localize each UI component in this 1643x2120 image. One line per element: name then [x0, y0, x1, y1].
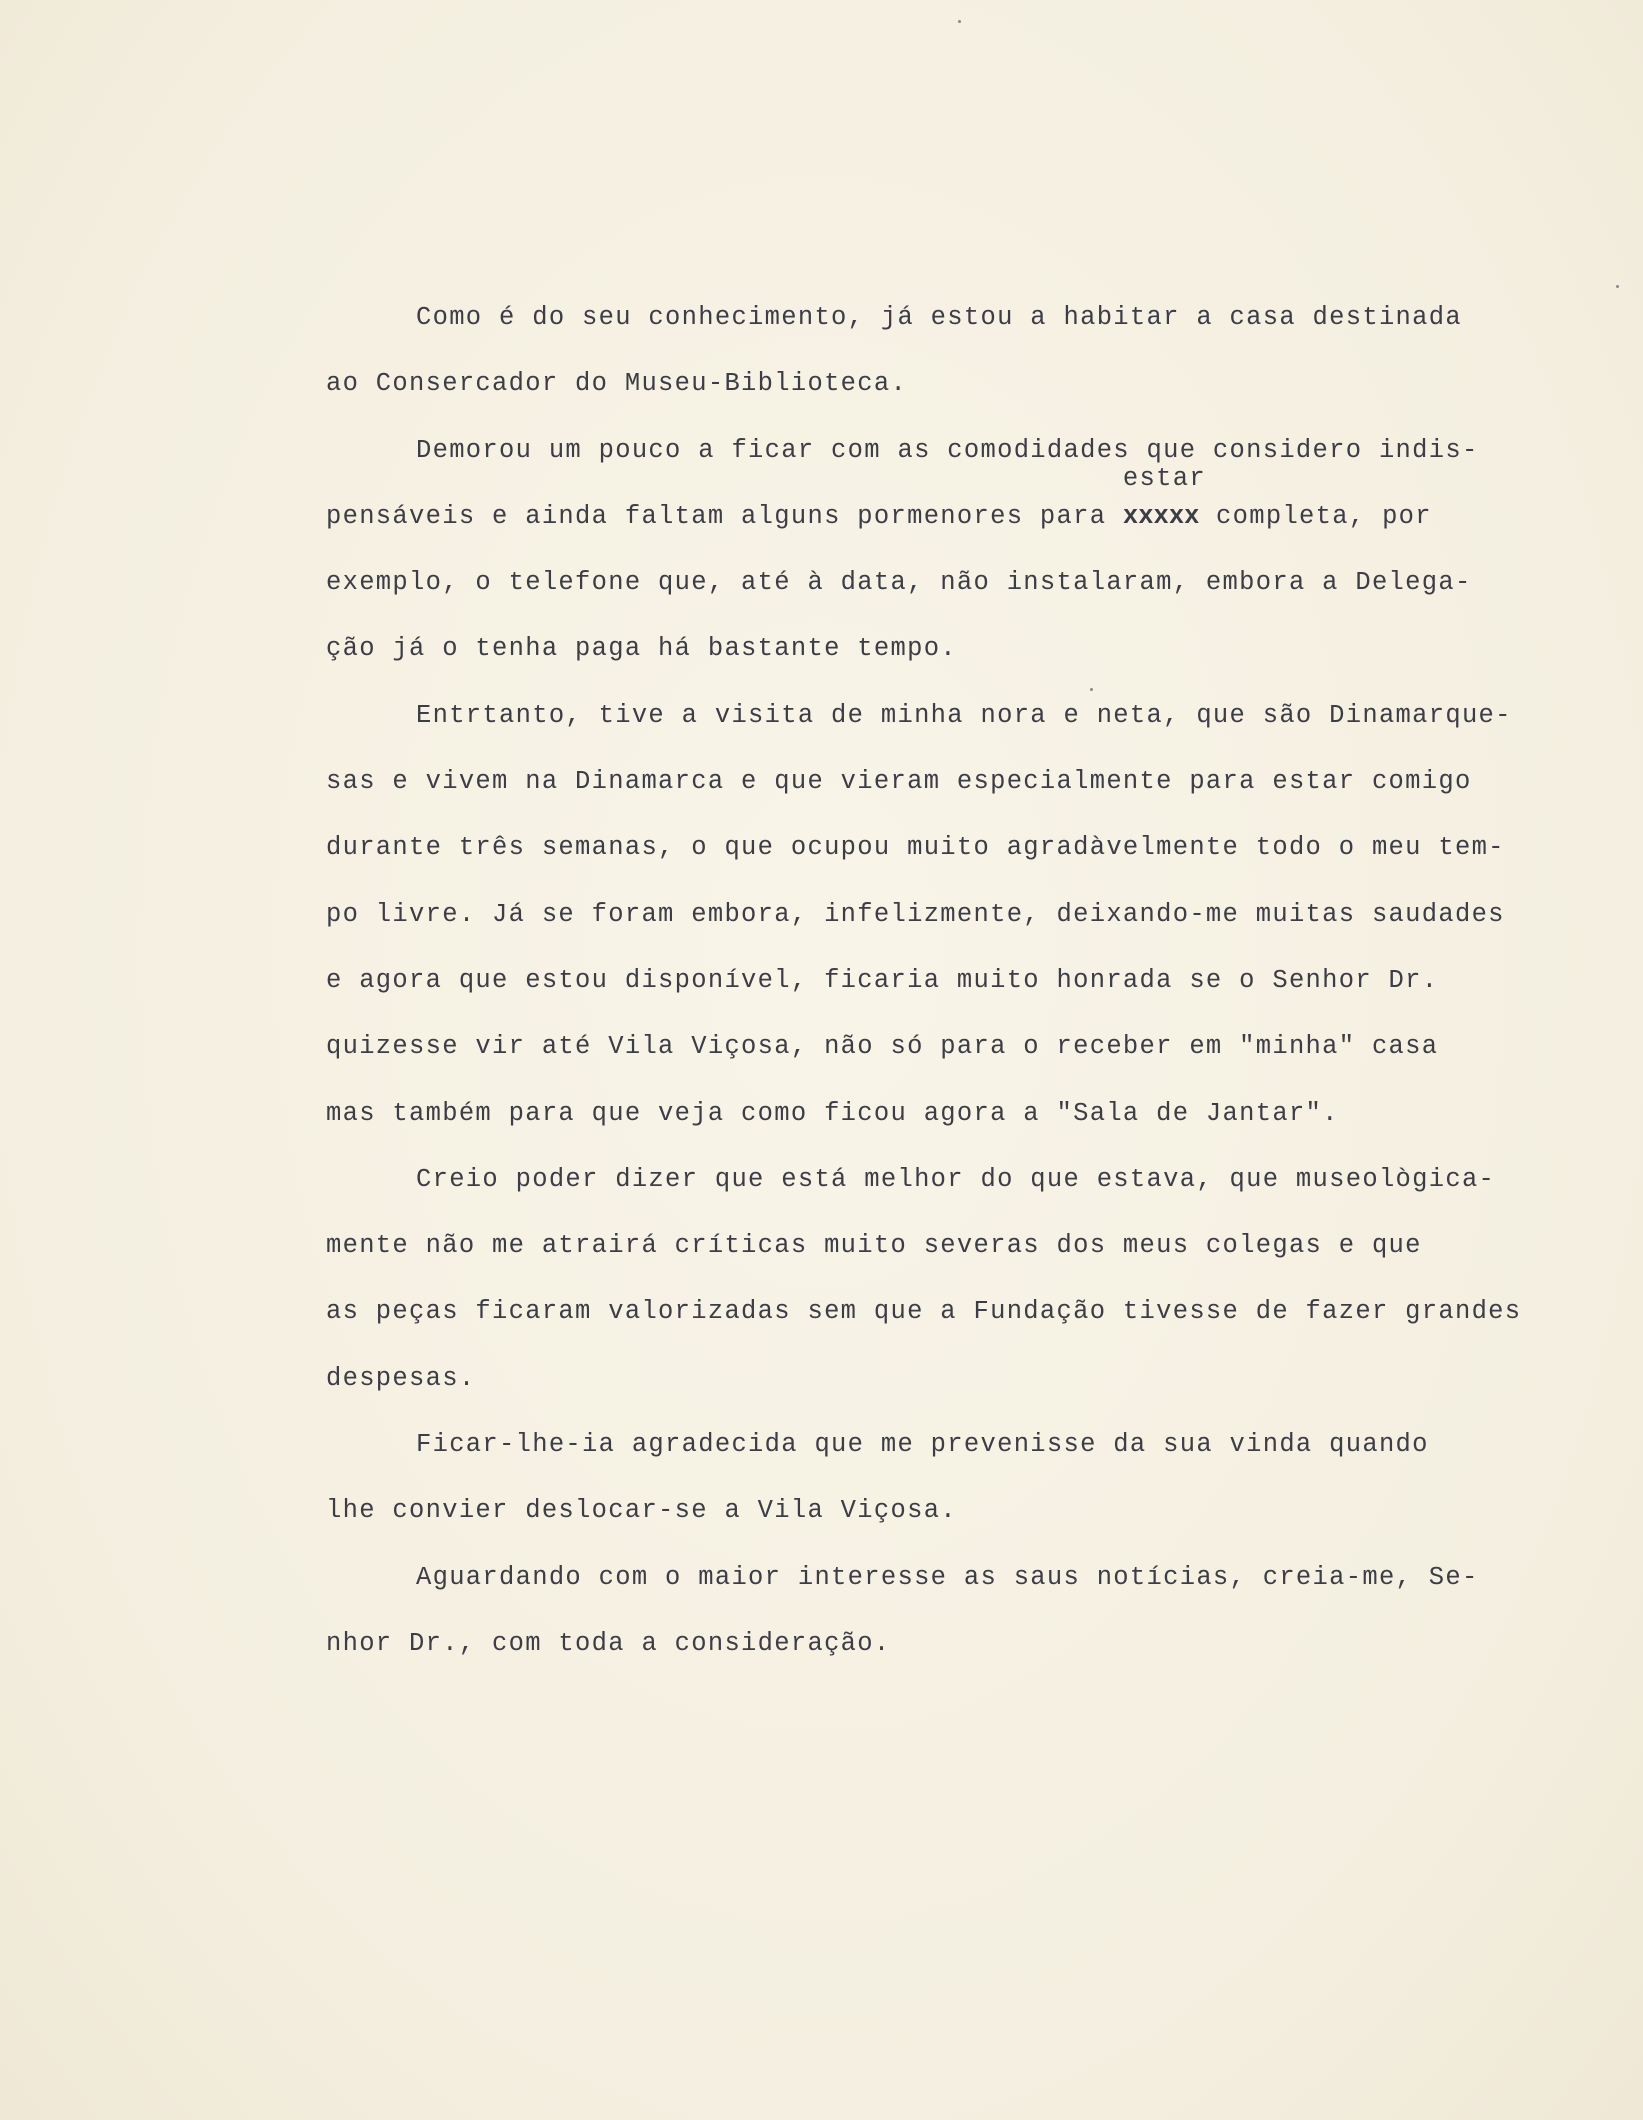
- ink-speck: [958, 20, 961, 23]
- text-line: as peças ficaram valorizadas sem que a Fundação tivesse de fazer grandes: [326, 1297, 1522, 1327]
- text-line: po livre. Já se foram embora, infelizmente, deixando-me muitas saudades: [326, 899, 1505, 929]
- line-text-after-correction: completa, por: [1199, 501, 1432, 531]
- correction-word-above: estar: [1122, 463, 1206, 493]
- text-line: [326, 463, 1626, 550]
- line-text-before-correction: pensáveis e ainda faltam alguns pormenores para: [326, 501, 1123, 531]
- text-line: mas também para que veja como ficou agora a "Sala de Jantar".: [326, 1098, 1339, 1128]
- letter-body: [326, 285, 1626, 1677]
- text-line: nhor Dr., com toda a consideração.: [326, 1628, 891, 1658]
- text-line: quizesse vir até Vila Viçosa, não só para o receber em "minha" casa: [326, 1032, 1439, 1062]
- text-line: durante três semanas, o que ocupou muito agradàvelmente todo o meu tem-: [326, 833, 1505, 863]
- text-line: e agora que estou disponível, ficaria muito honrada se o Senhor Dr.: [326, 965, 1439, 995]
- text-line: exemplo, o telefone que, até à data, não instalaram, embora a Delega-: [326, 568, 1472, 598]
- text-line: mente não me atrairá críticas muito severas dos meus colegas e que: [326, 1231, 1422, 1261]
- text-line: despesas.: [326, 1363, 476, 1393]
- text-line: sas e vivem na Dinamarca e que vieram especialmente para estar comigo: [326, 767, 1472, 797]
- paragraph-first-line: Ficar-lhe-ia agradecida que me prevenisse da sua vinda quando: [416, 1430, 1429, 1460]
- paragraph-first-line: Entrtanto, tive a visita de minha nora e neta, que são Dinamarque-: [416, 700, 1512, 730]
- text-line: ao Consercador do Museu-Biblioteca.: [326, 369, 908, 399]
- paragraph-first-line: Como é do seu conhecimento, já estou a habitar a casa destinada: [416, 303, 1462, 332]
- struck-out-word: xxxxx: [1122, 501, 1200, 531]
- paragraph-first-line: Creio poder dizer que está melhor do que estava, que museològica-: [416, 1164, 1496, 1194]
- paragraph-first-line: Demorou um pouco a ficar com as comodidades que considero indis-: [416, 435, 1479, 465]
- text-line: ção já o tenha paga há bastante tempo.: [326, 634, 957, 664]
- paragraph-first-line: Aguardando com o maior interesse as saus notícias, creia-me, Se-: [416, 1562, 1479, 1592]
- text-line: lhe convier deslocar-se a Vila Viçosa.: [326, 1496, 957, 1526]
- typed-correction: [1122, 463, 1206, 550]
